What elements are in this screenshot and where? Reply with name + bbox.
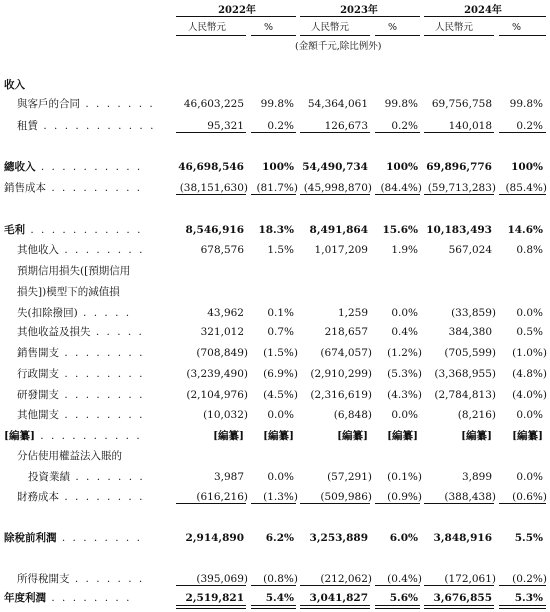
cell-other-expenses-5: 0.0% xyxy=(516,409,543,421)
rule xyxy=(499,585,546,586)
cell-redacted-2: [編纂] xyxy=(337,430,368,442)
row-label-other-income xyxy=(17,244,144,257)
row-label-text: 收入 xyxy=(4,79,25,91)
cell-finance-costs-4: (388,438) xyxy=(444,491,496,503)
cell-other-gains-1: 0.7% xyxy=(267,326,294,338)
cell-profit-0: 2,519,821 xyxy=(185,592,244,604)
row-label-text: 財務成本 xyxy=(17,491,59,503)
cell-finance-costs-0: (616,216) xyxy=(196,491,248,503)
cell-other-income-4: 567,024 xyxy=(448,244,492,256)
cell-redacted-5: [編纂] xyxy=(512,430,543,442)
cell-other-gains-3: 0.4% xyxy=(391,326,418,338)
cell-other-gains-5: 0.5% xyxy=(516,326,543,338)
leader-dots: . . . . . . . . xyxy=(59,244,145,256)
cell-gross-profit-0: 8,546,916 xyxy=(185,224,244,236)
cell-selling-3: (1.2%) xyxy=(387,347,422,359)
cell-profit-5: 5.3% xyxy=(514,592,543,604)
subheader-rule-d xyxy=(375,35,420,36)
rule xyxy=(375,585,420,586)
cell-total-revenue-2: 54,490,734 xyxy=(302,161,368,173)
rule xyxy=(176,585,246,586)
percent-header-2023: % xyxy=(388,22,398,33)
row-label-text: 與客戶的合同 xyxy=(17,98,80,110)
row-label-text: 分佔使用權益法入賬的 xyxy=(17,450,122,462)
leader-dots: . . . . . . . . xyxy=(59,409,145,421)
cell-admin-2: (2,910,299) xyxy=(310,368,372,380)
rule xyxy=(375,132,420,133)
header-rule-2024 xyxy=(424,16,546,17)
cell-pbt-5: 5.5% xyxy=(514,532,543,544)
row-label-text: 其他開支 xyxy=(17,409,59,421)
leader-dots: . . . . . . . . . xyxy=(46,182,143,194)
cell-ecl-line3-4: (33,859) xyxy=(451,307,496,319)
cell-pbt-4: 3,848,916 xyxy=(433,532,492,544)
cell-other-expenses-3: 0.0% xyxy=(391,409,418,421)
cell-total-revenue-0: 46,698,546 xyxy=(178,161,244,173)
leader-dots: . . . . . . . . xyxy=(46,592,132,604)
row-label-ecl-line2 xyxy=(17,286,120,299)
row-label-text: 預期信用損失([預期信用 xyxy=(17,265,131,277)
cell-other-expenses-4: (8,216) xyxy=(457,409,496,421)
cell-ecl-line3-1: 0.1% xyxy=(267,307,294,319)
cell-rnd-0: (2,104,976) xyxy=(186,389,248,401)
cell-other-expenses-2: (6,848) xyxy=(333,409,372,421)
row-label-cost-of-sales xyxy=(4,182,142,195)
leader-dots: . . . . . . . xyxy=(69,573,145,585)
cell-pbt-0: 2,914,890 xyxy=(185,532,244,544)
cell-redacted-1: [編纂] xyxy=(263,430,294,442)
leader-dots: . . . . . xyxy=(77,307,132,319)
rule xyxy=(176,503,246,504)
cell-ecl-line3-5: 0.0% xyxy=(516,307,543,319)
cell-tax-5: (0.2%) xyxy=(512,573,547,585)
rule xyxy=(499,503,546,504)
row-label-text: 行政開支 xyxy=(17,368,59,380)
rule xyxy=(375,503,420,504)
row-label-ecl-line3 xyxy=(17,307,131,320)
cell-lease-4: 140,018 xyxy=(448,120,492,132)
cell-rnd-4: (2,784,813) xyxy=(434,389,496,401)
row-label-text: 損失])模型下的減值損 xyxy=(17,286,120,298)
rule xyxy=(499,132,546,133)
double-rule xyxy=(300,605,370,609)
rule xyxy=(300,194,370,195)
cell-other-gains-0: 321,012 xyxy=(200,326,244,338)
cell-equity-line2-1: 0.0% xyxy=(267,471,294,483)
cell-redacted-0: [編纂] xyxy=(213,430,244,442)
row-label-ecl-line1 xyxy=(17,265,130,278)
currency-header-2022: 人民幣元 xyxy=(188,22,227,33)
cell-selling-2: (674,057) xyxy=(320,347,372,359)
leader-dots: . . . . . . . . xyxy=(59,368,145,380)
row-label-profit xyxy=(4,592,131,605)
cell-admin-0: (3,239,490) xyxy=(186,368,248,380)
cell-rnd-5: (4.0%) xyxy=(512,389,547,401)
cell-other-income-3: 1.9% xyxy=(391,244,418,256)
year-2022-header: 2022年 xyxy=(218,5,256,16)
rule xyxy=(424,503,494,504)
double-rule xyxy=(176,605,246,609)
row-label-total-revenue xyxy=(4,161,142,174)
row-label-equity-line1 xyxy=(17,450,122,463)
cell-tax-3: (0.4%) xyxy=(387,573,422,585)
cell-other-gains-4: 384,380 xyxy=(448,326,492,338)
cell-contracts-3: 99.8% xyxy=(384,98,418,110)
rule xyxy=(251,503,296,504)
cell-other-income-1: 1.5% xyxy=(267,244,294,256)
row-label-pbt xyxy=(4,532,142,545)
cell-rnd-1: (4.5%) xyxy=(263,389,298,401)
cell-equity-line2-0: 3,987 xyxy=(213,471,244,483)
rule xyxy=(424,132,494,133)
cell-profit-2: 3,041,827 xyxy=(309,592,368,604)
leader-dots: . . . . . . . . . . xyxy=(34,430,142,442)
cell-finance-costs-5: (0.6%) xyxy=(512,491,547,503)
cell-equity-line2-2: (57,291) xyxy=(327,471,372,483)
cell-ecl-line3-3: 0.0% xyxy=(391,307,418,319)
cell-ecl-line3-0: 43,962 xyxy=(207,307,244,319)
leader-dots: . . . . . . . . . . xyxy=(35,161,143,173)
percent-header-2022: % xyxy=(264,22,274,33)
cell-other-expenses-1: 0.0% xyxy=(267,409,294,421)
cell-profit-3: 5.6% xyxy=(389,592,418,604)
header-rule-2022 xyxy=(176,16,296,17)
row-label-equity-line2 xyxy=(28,471,145,484)
rule xyxy=(424,585,494,586)
percent-header-2024: % xyxy=(512,22,522,33)
cell-equity-line2-4: 3,899 xyxy=(461,471,492,483)
cell-ecl-line3-2: 1,259 xyxy=(337,307,368,319)
row-label-lease xyxy=(17,120,155,133)
cell-cost-of-sales-2: (45,998,870) xyxy=(303,182,372,194)
currency-header-2024: 人民幣元 xyxy=(435,22,474,33)
row-label-rnd xyxy=(17,389,144,402)
row-label-selling xyxy=(17,347,144,360)
cell-tax-1: (0.8%) xyxy=(263,573,298,585)
cell-rnd-3: (4.3%) xyxy=(387,389,422,401)
rule xyxy=(499,194,546,195)
cell-contracts-1: 99.8% xyxy=(260,98,294,110)
subheader-rule-b xyxy=(251,35,296,36)
row-label-text: 毛利 xyxy=(4,224,25,236)
row-label-text: 投資業績 xyxy=(28,471,70,483)
cell-total-revenue-5: 100% xyxy=(511,161,543,173)
cell-pbt-3: 6.0% xyxy=(389,532,418,544)
rule xyxy=(251,194,296,195)
cell-equity-line2-5: 0.0% xyxy=(516,471,543,483)
row-label-text: 租賃 xyxy=(17,120,38,132)
cell-other-gains-2: 218,657 xyxy=(324,326,368,338)
cell-lease-5: 0.2% xyxy=(516,120,543,132)
cell-pbt-1: 6.2% xyxy=(265,532,294,544)
cell-total-revenue-4: 69,896,776 xyxy=(426,161,492,173)
cell-selling-5: (1.0%) xyxy=(512,347,547,359)
cell-total-revenue-1: 100% xyxy=(262,161,294,173)
cell-selling-4: (705,599) xyxy=(444,347,496,359)
cell-redacted-3: [編纂] xyxy=(387,430,418,442)
double-rule xyxy=(499,605,546,609)
cell-lease-2: 126,673 xyxy=(324,120,368,132)
double-rule xyxy=(251,605,296,609)
row-label-text: 銷售成本 xyxy=(4,182,46,194)
cell-finance-costs-3: (0.9%) xyxy=(387,491,422,503)
leader-dots: . . . . . . . . . . . xyxy=(25,224,143,236)
subheader-rule-f xyxy=(499,35,546,36)
cell-admin-4: (3,368,955) xyxy=(434,368,496,380)
cell-profit-1: 5.4% xyxy=(265,592,294,604)
rule xyxy=(300,503,370,504)
cell-other-income-5: 0.8% xyxy=(516,244,543,256)
double-rule xyxy=(424,605,494,609)
leader-dots: . . . . . . . . . . . xyxy=(38,120,156,132)
cell-lease-0: 95,321 xyxy=(207,120,244,132)
subheader-rule-e xyxy=(424,35,494,36)
rule xyxy=(300,132,370,133)
row-label-text: 總收入 xyxy=(4,161,36,173)
row-label-finance-costs xyxy=(17,491,144,504)
cell-tax-2: (212,062) xyxy=(320,573,372,585)
leader-dots: . . . . . xyxy=(90,326,144,338)
cell-gross-profit-2: 8,491,864 xyxy=(309,224,368,236)
cell-cost-of-sales-5: (85.4%) xyxy=(505,182,547,194)
year-2023-header: 2023年 xyxy=(340,5,378,16)
row-label-other-gains xyxy=(17,326,144,339)
row-label-tax xyxy=(17,573,144,586)
row-label-gross-profit xyxy=(4,224,142,237)
row-label-redacted xyxy=(4,430,142,443)
subheader-rule-c xyxy=(300,35,370,36)
rule xyxy=(300,585,370,586)
row-label-text: 其他收益及損失 xyxy=(17,326,91,338)
row-label-text: 所得稅開支 xyxy=(17,573,70,585)
cell-admin-3: (5.3%) xyxy=(387,368,422,380)
year-2024-header: 2024年 xyxy=(464,5,502,16)
cell-cost-of-sales-0: (38,151,630) xyxy=(179,182,248,194)
header-rule-2023 xyxy=(300,16,420,17)
row-label-contracts xyxy=(17,98,155,111)
cell-cost-of-sales-4: (59,713,283) xyxy=(427,182,496,194)
cell-cost-of-sales-1: (81.7%) xyxy=(256,182,298,194)
cell-other-expenses-0: (10,032) xyxy=(203,409,248,421)
cell-redacted-4: [編纂] xyxy=(461,430,492,442)
row-label-text: [編纂] xyxy=(4,430,35,442)
cell-gross-profit-4: 10,183,493 xyxy=(426,224,492,236)
rule xyxy=(176,132,246,133)
amount-unit-note: (金額千元,除比例外) xyxy=(295,41,382,52)
row-label-text: 研發開支 xyxy=(17,389,59,401)
cell-gross-profit-3: 15.6% xyxy=(382,224,418,236)
cell-contracts-5: 99.8% xyxy=(509,98,543,110)
cell-lease-3: 0.2% xyxy=(391,120,418,132)
cell-contracts-0: 46,603,225 xyxy=(183,98,244,110)
cell-cost-of-sales-3: (84.4%) xyxy=(380,182,422,194)
cell-gross-profit-5: 14.6% xyxy=(507,224,543,236)
double-rule xyxy=(375,605,420,609)
rule xyxy=(375,194,420,195)
leader-dots: . . . . . . . . xyxy=(59,389,145,401)
cell-pbt-2: 3,253,889 xyxy=(309,532,368,544)
cell-selling-1: (1.5%) xyxy=(263,347,298,359)
row-label-revenue-section xyxy=(4,79,25,92)
cell-rnd-2: (2,316,619) xyxy=(310,389,372,401)
leader-dots: . . . . . . . . xyxy=(59,347,145,359)
cell-other-income-2: 1,017,209 xyxy=(314,244,368,256)
cell-finance-costs-2: (509,986) xyxy=(320,491,372,503)
currency-header-2023: 人民幣元 xyxy=(311,22,350,33)
cell-gross-profit-1: 18.3% xyxy=(258,224,294,236)
cell-selling-0: (708,849) xyxy=(196,347,248,359)
row-label-text: 年度利潤 xyxy=(4,592,46,604)
rule xyxy=(176,194,246,195)
row-label-admin xyxy=(17,368,144,381)
row-label-text: 其他收入 xyxy=(17,244,59,256)
cell-tax-0: (395,069) xyxy=(196,573,248,585)
cell-total-revenue-3: 100% xyxy=(386,161,418,173)
cell-equity-line2-3: (0.1%) xyxy=(387,471,422,483)
cell-tax-4: (172,061) xyxy=(444,573,496,585)
leader-dots: . . . . . . . xyxy=(80,98,155,110)
leader-dots: . . . . . . . . xyxy=(59,491,145,503)
cell-contracts-4: 69,756,758 xyxy=(431,98,492,110)
row-label-other-expenses xyxy=(17,409,144,422)
cell-lease-1: 0.2% xyxy=(267,120,294,132)
cell-admin-1: (6.9%) xyxy=(263,368,298,380)
leader-dots: . . . . . . . . xyxy=(56,532,142,544)
cell-profit-4: 3,676,855 xyxy=(433,592,492,604)
cell-admin-5: (4.8%) xyxy=(512,368,547,380)
row-label-text: 除稅前利潤 xyxy=(4,532,57,544)
rule xyxy=(251,132,296,133)
rule xyxy=(424,194,494,195)
row-label-text: 銷售開支 xyxy=(17,347,59,359)
leader-dots: . . . . . . . xyxy=(70,471,145,483)
cell-finance-costs-1: (1.3%) xyxy=(263,491,298,503)
cell-contracts-2: 54,364,061 xyxy=(307,98,368,110)
rule xyxy=(251,585,296,586)
cell-other-income-0: 678,576 xyxy=(200,244,244,256)
row-label-text: 失(扣除撥回) xyxy=(17,307,78,319)
subheader-rule-a xyxy=(176,35,246,36)
